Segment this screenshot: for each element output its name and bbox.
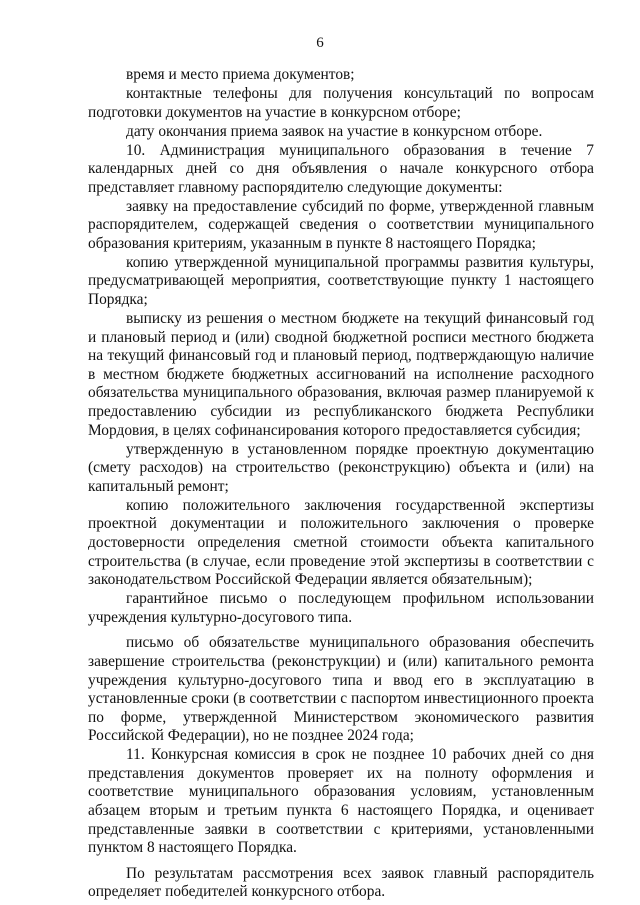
- paragraph-program-copy: копию утвержденной муниципальной программы развития культуры, предусматривающей мероприятия, соответствующие пункту 1 настоящего Порядка;: [88, 253, 594, 309]
- page-number: 6: [316, 35, 324, 51]
- paragraph-item-10: 10. Администрация муниципального образования в течение 7 календарных дней со дня объявления о начале конкурсного отбора представляет главному распорядителю следующие документы:: [88, 141, 594, 196]
- paragraph-budget-extract: выписку из решения о местном бюджете на текущий финансовый год и плановый период и (или) сводной бюджетной росписи местного бюджета на текущий финансовый год и плановый период, подтверждающую наличие в местном бюджете бюджетных ассигнований на исполнение расходного обязательства муниципального образования, включая размер планируемой к предоставлению субсидии из республиканского бюджета Республики Мордовия, в целях софинансирования которого предоставляется субсидия;: [88, 310, 594, 439]
- paragraph-results: По результатам рассмотрения всех заявок главный распорядитель определяет победителей конкурсного отбора.: [88, 864, 594, 901]
- paragraph-contact-phones: контактные телефоны для получения консультаций по вопросам подготовки документов на участие в конкурсном отборе;: [88, 84, 594, 121]
- paragraph-expertise-conclusion: копию положительного заключения государственной экспертизы проектной документации и положительного заключения о проверке достоверности определения сметной стоимости объекта капитального строительства (в случае, если проведение этой экспертизы в соответствии с законодательством Российской Федерации является обязательным);: [88, 496, 594, 589]
- paragraph-guarantee-letter: гарантийное письмо о последующем профильном использовании учреждения культурно-досугового типа.: [88, 590, 594, 626]
- paragraph-deadline-date: дату окончания приема заявок на участие в конкурсном отборе.: [126, 122, 543, 140]
- paragraph-item-11: 11. Конкурсная комиссия в срок не позднее 10 рабочих дней со дня представления документов проверяет их на полноту оформления и соответствие муниципального образования условиям, установленным абзацем вторым и третьим пункта 6 настоящего Порядка, и оценивает представленные заявки в соответствии с критериями, установленными пунктом 8 настоящего Порядка.: [88, 746, 594, 857]
- paragraph-obligation-letter: письмо об обязательстве муниципального образования обеспечить завершение строительства (реконструкции) и (или) капитального ремонта учреждения культурно-досугового типа и ввод его в эксплуатацию в установленные сроки (в соответствии с паспортом инвестиционного проекта по форме, утвержденной Министерством экономического развития Российской Федерации), но не позднее 2024 года;: [88, 634, 594, 745]
- paragraph-project-documentation: утвержденную в установленном порядке проектную документацию (смету расходов) на строительство (реконструкцию) объекта и (или) на капитальный ремонт;: [88, 440, 594, 495]
- document-body: [88, 66, 594, 902]
- paragraph-subsidy-application: заявку на предоставление субсидий по форме, утвержденной главным распорядителем, содержащей сведения о соответствии муниципального образования критериям, указанным в пункте 8 настоящего Порядка;: [88, 197, 594, 252]
- paragraph-reception-time-place: время и место приема документов;: [126, 66, 355, 83]
